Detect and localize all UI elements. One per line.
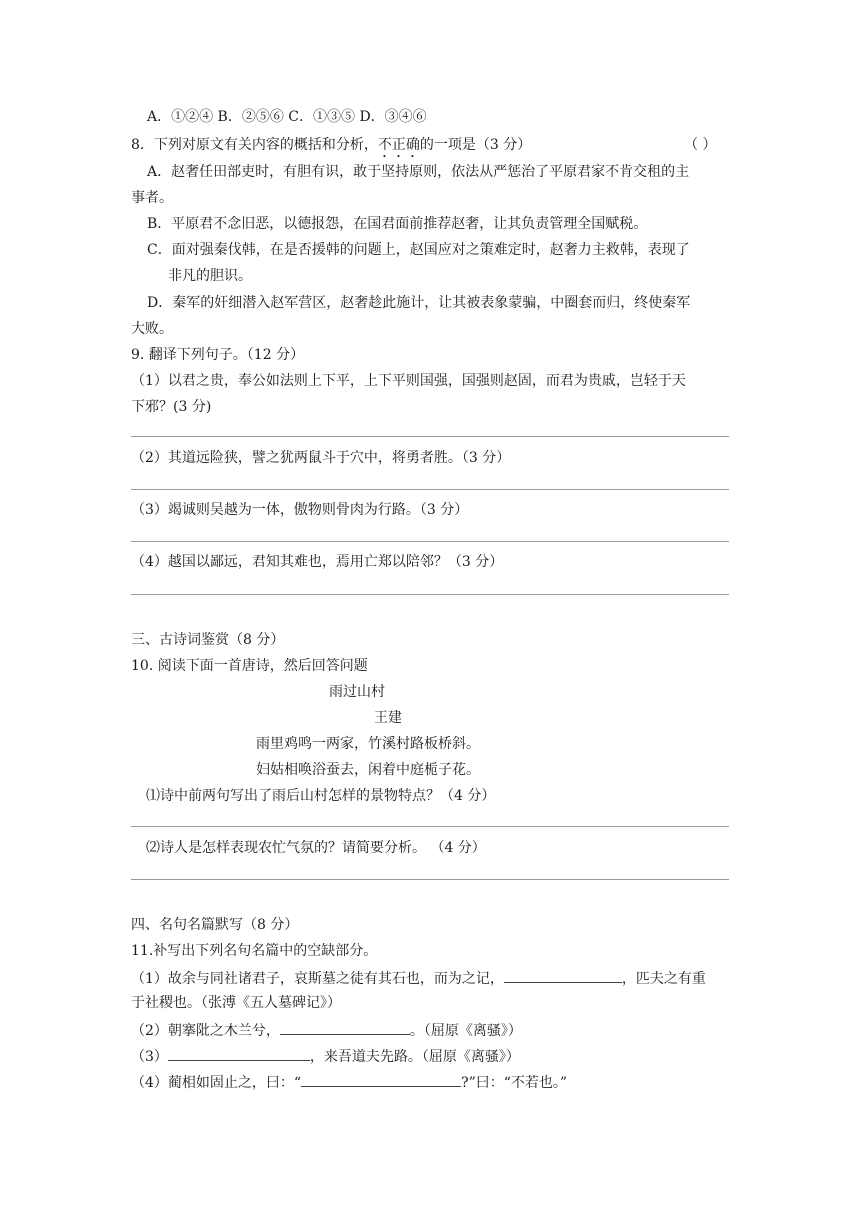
answer-line [131, 594, 729, 595]
fill-blank[interactable] [168, 1045, 310, 1061]
q10-prompt: 10. 阅读下面一首唐诗，然后回答问题 [131, 658, 368, 674]
q8-option-a-line2: 事者。 [131, 190, 173, 206]
q10-part2: ⑵诗人是怎样表现农忙气氛的？请简要分析。 （4 分） [146, 840, 486, 856]
q11-fill1-post: ，匹夫之有重 [621, 971, 706, 987]
answer-line [131, 826, 729, 827]
q9-sentence2: （2）其道远险狭，譬之犹两鼠斗于穴中，将勇者胜。（3 分） [131, 450, 511, 466]
q9-sentence1-line1: （1）以君之贵，奉公如法则上下平，上下平则国强，国强则赵固，而君为贵戚，岂轻于天 [131, 373, 686, 389]
q8-option-d-line2: 大败。 [131, 321, 173, 337]
q8-option-d-line1: D．秦军的奸细潜入赵军营区，赵奢趁此施计，让其被表象蒙骗，中圈套而归，终使秦军 [147, 295, 691, 311]
fill-blank[interactable] [504, 967, 622, 983]
poem-line1: 雨里鸡鸣一两家，竹溪村路板桥斜。 [256, 736, 480, 752]
q8-stem-post: 的一项是（3 分） [419, 137, 532, 153]
q11-fill3 [131, 1045, 520, 1067]
q8-option-a-line1: A．赵奢任田部吏时，有胆有识，敢于坚持原则，依法从严惩治了平原君家不肯交租的主 [147, 164, 690, 180]
answer-line [131, 879, 729, 880]
q11-fill1-line1 [131, 967, 706, 989]
q11-fill4-post: ?”曰：“不若也。” [461, 1075, 568, 1091]
q8-stem [131, 135, 531, 161]
answer-line [131, 489, 729, 490]
q8-stem-emphasis: 不正确 [377, 137, 420, 153]
poem-author: 王建 [374, 710, 402, 726]
q8-stem-pre: 8．下列对原文有关内容的概括和分析， [131, 137, 378, 153]
q9-sentence3: （3）竭诚则吴越为一体，傲物则骨肉为行路。（3 分） [131, 502, 469, 518]
q7-options: A．①②④ B．②⑤⑥ C．①③⑤ D．③④⑥ [147, 109, 427, 125]
q11-fill2-post: 。（屈原《离骚》） [409, 1023, 522, 1039]
q8-option-c-line2: 非凡的胆识。 [168, 268, 252, 284]
poem-line2: 妇姑相唤浴蚕去，闲着中庭栀子花。 [256, 762, 480, 778]
q11-fill1-pre: （1）故余与同社诸君子，哀斯墓之徒有其石也，而为之记， [131, 971, 504, 987]
q11-prompt: 11.补写出下列名句名篇中的空缺部分。 [131, 943, 378, 959]
answer-line [131, 436, 729, 437]
q11-fill2 [131, 1019, 522, 1041]
q8-answer-paren: （ ） [684, 137, 717, 153]
q9-sentence4: （4）越国以鄙远，君知其难也，焉用亡郑以陪邻？（3 分） [131, 554, 504, 570]
q11-fill4 [131, 1071, 567, 1093]
section4-heading: 四、名句名篇默写（8 分） [131, 917, 299, 933]
q11-fill3-post: ，来吾道夫先路。（屈原《离骚》） [309, 1049, 520, 1065]
q8-option-b: B．平原君不念旧恶，以德报怨，在国君面前推荐赵奢，让其负责管理全国赋税。 [147, 216, 648, 232]
q8-option-c-line1: C．面对强秦伐韩，在是否援韩的问题上，赵国应对之策难定时，赵奢力主救韩，表现了 [147, 242, 690, 258]
q10-part1: ⑴诗中前两句写出了雨后山村怎样的景物特点？（4 分） [146, 788, 496, 804]
q11-fill2-pre: （2）朝搴阰之木兰兮， [131, 1023, 280, 1039]
section3-heading: 三、古诗词鉴赏（8 分） [131, 632, 285, 648]
q11-fill1-line2: 于社稷也。（张溥《五人墓碑记》） [131, 995, 341, 1011]
answer-line [131, 541, 729, 542]
q9-title: 9. 翻译下列句子。（12 分） [131, 347, 305, 363]
poem-title: 雨过山村 [329, 684, 385, 700]
q9-sentence1-line2: 下邪？(3 分) [131, 399, 212, 415]
fill-blank[interactable] [301, 1071, 461, 1087]
fill-blank[interactable] [280, 1019, 410, 1035]
q11-fill4-pre: （4）蔺相如固止之，曰：“ [131, 1075, 302, 1091]
q11-fill3-pre: （3） [131, 1049, 168, 1065]
